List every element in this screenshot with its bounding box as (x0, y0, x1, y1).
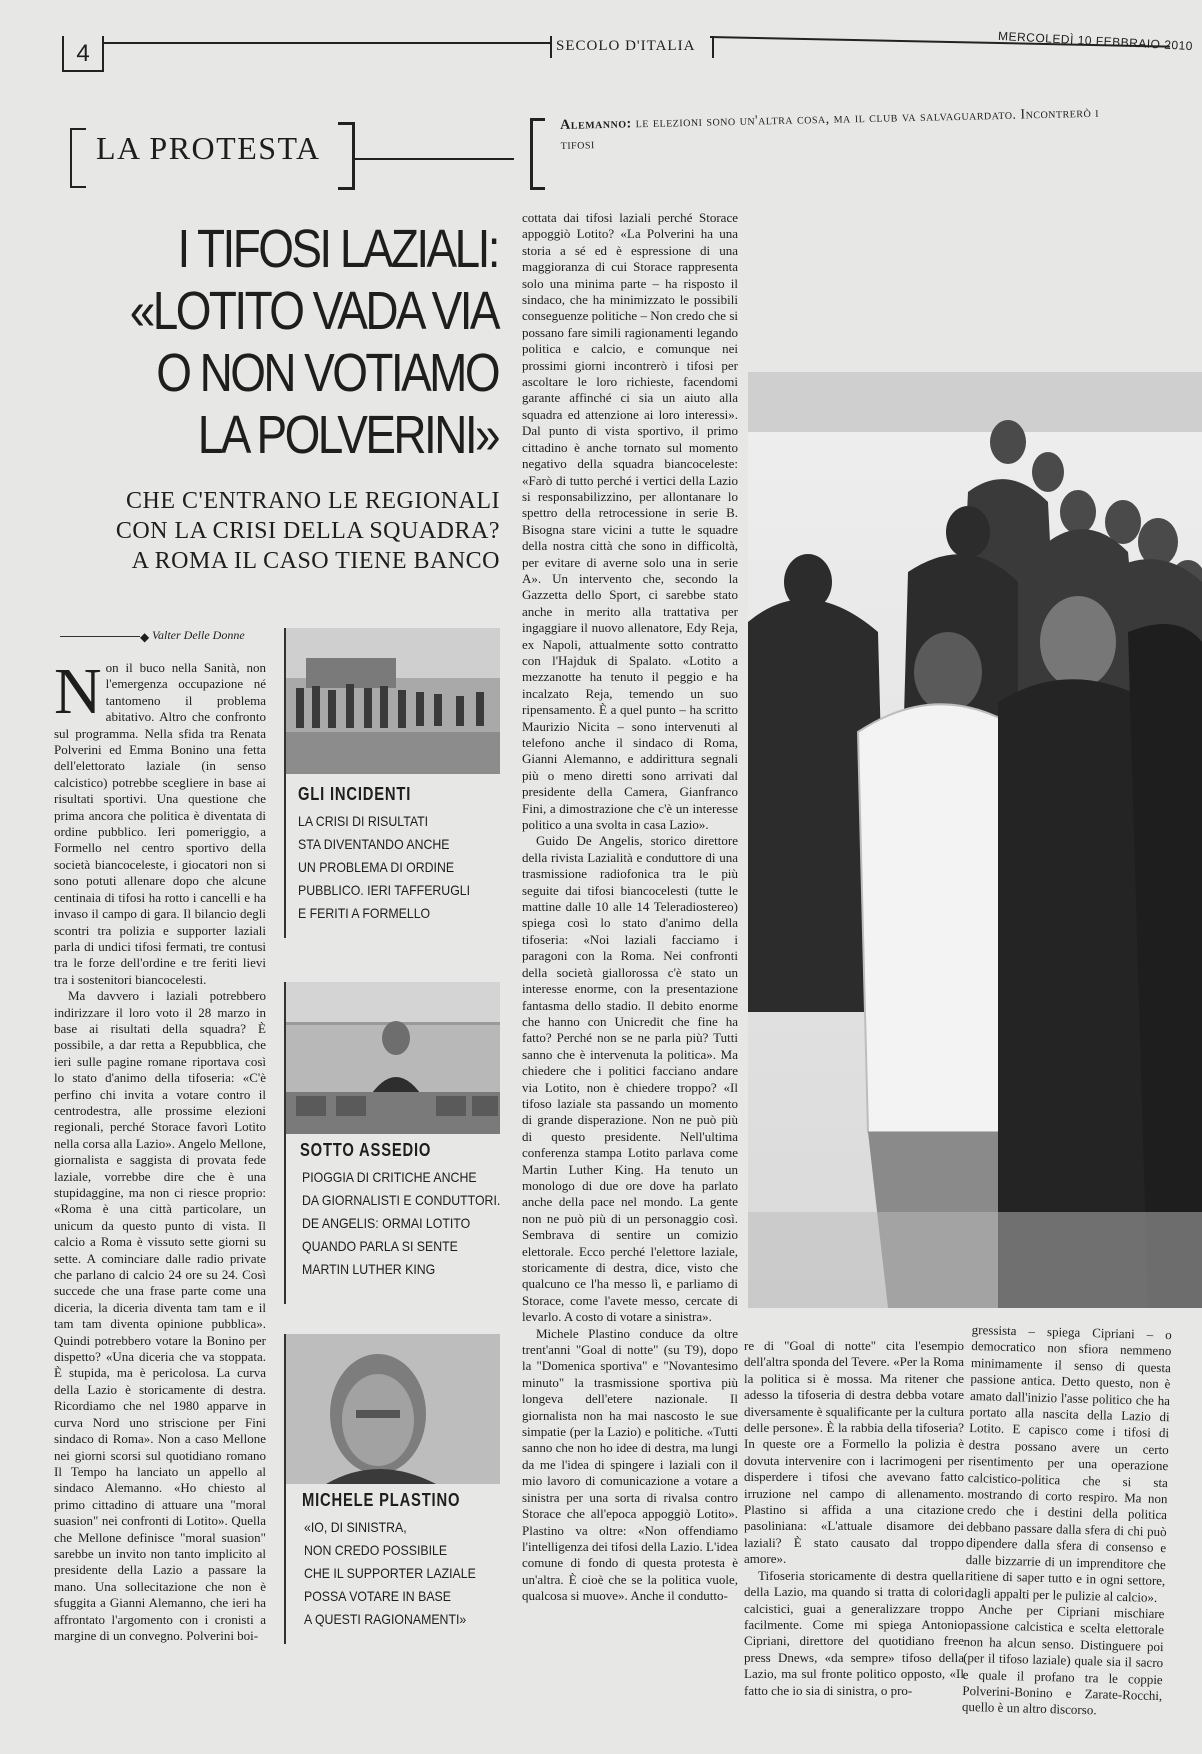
sidebar-line: STA DIVENTANDO ANCHE (298, 836, 450, 852)
headline-line: O NON VOTIAMO (156, 343, 498, 403)
sidebar-title: GLI INCIDENTI (298, 784, 412, 804)
sidebar-line: PIOGGIA DI CRITICHE ANCHE (302, 1169, 477, 1185)
sidebar-line: «IO, DI SINISTRA, (304, 1519, 407, 1535)
byline-rule (60, 636, 140, 637)
subheadline (50, 486, 500, 576)
article-paragraph: re di "Goal di notte" cita l'esempio dell'altra sponda del Tevere. «Per la Roma la politica si è mossa. Ma ritener che adesso la tifoseria di destra debba votare diversamente è squalificante per la cultura delle persone». È la rabbia della tifoseria? In queste ore a Formello la polizia è dovuta intervenire con i lacrimogeni per disperdere i tifosi che avevano fatto irruzione nel campo di allenamento. Plastino si affida a una citazione pasoliniana: «L'attuale disamore dei laziali? È stato causato dal troppo amore». (744, 1338, 964, 1567)
teaser-text: le elezioni sono un'altra cosa, ma il club va salvaguardato. Incontrerò i tifosi (560, 105, 1100, 153)
sidebar-line: PUBBLICO. IERI TAFFERUGLI (298, 882, 471, 898)
sidebar-title: SOTTO ASSEDIO (300, 1140, 432, 1160)
sidebar-text (302, 1166, 500, 1281)
sidebar-photo-incidents (284, 628, 500, 774)
section-bracket-right (338, 122, 355, 190)
byline-diamond-icon: ◆ (140, 630, 150, 644)
sidebar-title: MICHELE PLASTINO (302, 1490, 461, 1510)
article-paragraph: Guido De Angelis, storico direttore della rivista Lazialità e conduttore di una trasmissione radiofonica tra le più seguite dai tifosi biancocelesti (tutte le mattine dalle 10 alle 14 Teleradiostereo) spiega così lo stato d'animo della tifoseria: «Noi laziali facciamo i paragoni con la Roma. Nei confronti della società giallorossa c'è stato un interesse enorme, con la presentazione fantasma dello stadio. Il debito enorme che hanno con Unicredit che fine ha fatto? Perché non se ne parla più? Tutti sanno che è intervenuta la politica». Ma chiedere che i politici facciano andare via Lotito, non è chiedere troppo? «Il tifoso laziale sta passando un momento di grande disperazione. Non ne può più di questo presidente. Nell'ultima conferenza stampa Lotito parlava come Martin Luther King. Ha tenuto un monologo di due ore dove ha parlato anche della pace nel mondo. La gente non ne può più di un personaggio così. Sembrava di sentire un comizio elettorale. Ecco perché l'elettore laziale, storicamente di destra, dice, visto che qualcuno ce l'ha messo lì, e parliamo di Storace, come l'avete messo, cercate di levarlo. A costo di votare a sinistra». (522, 833, 738, 1325)
teaser-lead: Alemanno: (560, 116, 632, 133)
byline: Valter Delle Donne (152, 628, 245, 642)
article-column-3 (522, 210, 738, 1750)
riot-police-photo (286, 628, 500, 774)
section-teaser (560, 104, 1101, 156)
headline-line: LA POLVERINI» (197, 405, 498, 465)
subheadline-line: CHE C'ENTRANO LE REGIONALI (126, 488, 500, 514)
subheadline-line: CON LA CRISI DELLA SQUADRA? (115, 518, 500, 544)
sidebar-text (304, 1516, 476, 1631)
sidebar-line: LA CRISI DI RISULTATI (298, 813, 429, 829)
subheadline-line: A ROMA IL CASO TIENE BANCO (131, 548, 500, 574)
drop-cap: N (54, 655, 102, 728)
sidebar-line: CHE IL SUPPORTER LAZIALE (304, 1565, 476, 1581)
sidebar-line: NON CREDO POSSIBILE (304, 1542, 448, 1558)
article-paragraph: Tifoseria storicamente di destra quella della Lazio, ma quando si tratta di colori calcistici, guai a generalizzare troppo facilmente. Come mi spiega Antonio Cipriani, direttore del quotidiano free press Dnews, «da sempre» tifoso della Lazio, ma sul fronte politico opposto, «Il fatto che io sia di sinistra, o pro- (744, 1567, 964, 1698)
sidebar-photo-plastino (284, 1334, 500, 1484)
page-number: 4 (62, 36, 104, 72)
article-paragraph: Ma davvero i laziali potrebbero indirizzare il loro voto il 28 marzo in base ai risultati della squadra? È possibile, a dar retta a Repubblica, che ieri sulle pagine romane riportava così lo stato d'animo della tifoseria: «C'è perfino chi invita a votare contro il centrodestra, alle prossime elezioni regionali, perché Storace favorì Lotito nella corsa alla Lazio». Angelo Mellone, giornalista e saggista di provata fede laziale, vorrebbe dire che è una stupidaggine, ma non ci riesce proprio: «Roma è una città particolare, un unicum da questo punto di vista. Il calcio a Roma è vissuto sette giorni su sette. A cominciare dalle radio private che parlano di calcio 24 ore su 24. Così succede che una frase parte come una diceria, la diceria diventa tam tam e il tam tam diventa opinione pubblica». Quindi potrebbero votare la Bonino per dispetto? «Una diceria che va stoppata. È stupida, ma è pericolosa. La curva della Lazio è storicamente di destra. Ricordiamo che nel 1980 apparve in curva Nord uno striscione per Fini sindaco di Roma». Non a caso Mellone nei giorni scorsi sul quotidiano romano Il Tempo ha lanciato un appello al sindaco Alemanno. «Ho chiesto al primo cittadino di attuare una "moral suasion" nei confronti di Lotito». Quella che Mellone definisce "moral suasion" sarebbe un invito non tanto implicito al presidente della Lazio a passare la mano. Una sollecitazione che non è sfuggita a Gianni Alemanno, che ieri ha affrontato l'argomento con i cronisti a margine di un convegno. Polverini boi- (54, 988, 266, 1643)
issue-date: MERCOLEDÌ 10 FEBBRAIO 2010 (997, 28, 1194, 54)
sidebar-photo-lotito (284, 982, 500, 1134)
headline-line: I TIFOSI LAZIALI: (177, 219, 498, 279)
fans-crowd-photo (748, 372, 1202, 1308)
article-column-1 (54, 655, 266, 1643)
headline-line: «LOTITO VADA VIA (129, 281, 499, 341)
article-paragraph: Michele Plastino conduce da oltre trent'anni "Goal di notte" (su T9), dopo la "Domenica sportiva" e "Novantesimo minuto" la trasmissione sportiva più longeva dell'etere nazionale. Il giornalista non ha mai nascosto le sue simpatie (per la Lazio) e politiche. «Tutti sanno che non ho idee di destra, ma lungi da me l'idea di spingere i laziali con il mio lavoro di comunicazione a votare a sinistra per una sorta di rivalsa contro Storace che all'epoca appoggiò Lotito». Plastino va oltre: «Non offendiamo l'intelligenza dei tifosi della Lazio. L'idea comune di fondo di questa protesta è un'altra. È cioè che se la politica vuole, qualcosa si muove». Anche il condutto- (522, 1325, 738, 1604)
lotito-photo (286, 982, 500, 1134)
article-column-4 (744, 1338, 964, 1738)
sidebar-line: DA GIORNALISTI E CONDUTTORI. (302, 1192, 501, 1208)
section-line (354, 158, 514, 160)
article-column-5 (961, 1322, 1172, 1737)
sidebar-line: QUANDO PARLA SI SENTE (302, 1238, 458, 1254)
masthead: SECOLO D'ITALIA (556, 38, 696, 54)
article-paragraph: gressista – spiega Cipriani – o democratico non sfiora nemmeno minimamente il senso di questa passione antica. Detto questo, non è amato dall'inizio l'asse politico che ha portato alla nascita della Lazio di Lotito. E capisco come i tifosi di destra possano avere un certo risentimento per una operazione calcistico-politica che si sta mostrando di corto respiro. Ma non credo che i destini della politica debbano passare dalla sfera di chi può dipendere dalla sfera di consenso e dalle bizzarrie di un imprenditore che ritiene di saper tutto e in ogni settore, dagli appalti per le pulizie al calcio». (964, 1322, 1172, 1605)
article-paragraph: on il buco nella Sanità, non l'emergenza occupazione né tantomeno il problema abitativo. Altro che confronto sul programma. Nella sfida tra Renata Polverini ed Emma Bonino una fetta dell'elettorato laziale (in senso calcistico) potrebbe scegliere in base ai risultati sportivi. Una questione che prima ancora che politica è diventata di ordine pubblico. Ieri pomeriggio, a Formello nel centro sportivo della società biancoceleste, i giocatori non si sono potuti allenare dopo che alcune centinaia di tifosi ha rotto i cancelli e ha invaso il campo di gara. Il bilancio degli scontri tra polizia e supporter laziali parla di undici tifosi fermati, tre contusi tra le forze dell'ordine e tre feriti lievi tra i sostenitori biancocelesti. (54, 660, 266, 987)
sidebar-text (298, 810, 470, 925)
sidebar-line: E FERITI A FORMELLO (298, 905, 431, 921)
article-paragraph: Anche per Cipriani mischiare passione calcistica e scelta elettorale non ha alcun senso. Distinguere poi (per il tifoso laziale) quale sia il sacro e quale il profano tra le coppie Polverini-Bonino e Zarate-Rocchi, quello è un altro discorso. (961, 1601, 1165, 1718)
plastino-photo (286, 1334, 500, 1484)
sidebar-line: MARTIN LUTHER KING (302, 1261, 436, 1277)
page-number-underline (62, 70, 102, 72)
headline (100, 218, 498, 466)
header-rule (102, 42, 550, 44)
teaser-bracket (530, 118, 545, 190)
sidebar-line: DE ANGELIS: ORMAI LOTITO (302, 1215, 471, 1231)
sidebar-line: A QUESTI RAGIONAMENTI» (304, 1611, 467, 1627)
section-title: LA PROTESTA (96, 130, 321, 166)
main-photo-fans (748, 372, 1202, 1308)
sidebar-line: POSSA VOTARE IN BASE (304, 1588, 451, 1604)
sidebar-line: UN PROBLEMA DI ORDINE (298, 859, 455, 875)
section-bracket-left (70, 128, 86, 188)
article-paragraph: cottata dai tifosi laziali perché Storace appoggiò Lotito? «La Polverini ha una storia a sé ed è espressione di una maggioranza di cui Storace rappresenta solo una minima parte – ha risposto il sindaco, che ha minimizzato le possibili conseguenze politiche – Non credo che si possano fare simili ragionamenti legando politica e calcio, e comunque nei prossimi giorni incontrerò i tifosi per ascoltare le loro richieste, facendomi garante affinché ci sia un aiuto alla squadra ed attenzione ai loro interessi». Dal punto di vista sportivo, il primo cittadino è anche tornato sul momento negativo della squadra biancoceleste: «Farò di tutto perché i vertici della Lazio si responsabilizzino, per allontanare lo spettro della retrocessione in serie B. Bisogna stare vicini a tutte le squadre della nostra città che sono in difficoltà, per evitare di averne solo una in serie A». Un intervento che, secondo la Gazzetta dello Sport, ci sarebbe stato anche in merito alla trattativa per ingaggiare il nuovo allenatore, Edy Reja, ex Napoli, attualmente sotto contratto con l'Hajduk di Spalato. «Lotito a mezzanotte ha tenuto il peggio e ha incalzato Reja, temendo un suo ripensamento. È a quel punto – ha scritto Maurizio Nicita – sono intervenuti al telefono anche il sindaco di Roma, Gianni Alemanno, e addirittura segnali più o meno diretti sono arrivati dal presidente della Camera, Gianfranco Fini, a dimostrazione che c'è un interesse politico a una svolta in casa Lazio». (522, 210, 738, 833)
